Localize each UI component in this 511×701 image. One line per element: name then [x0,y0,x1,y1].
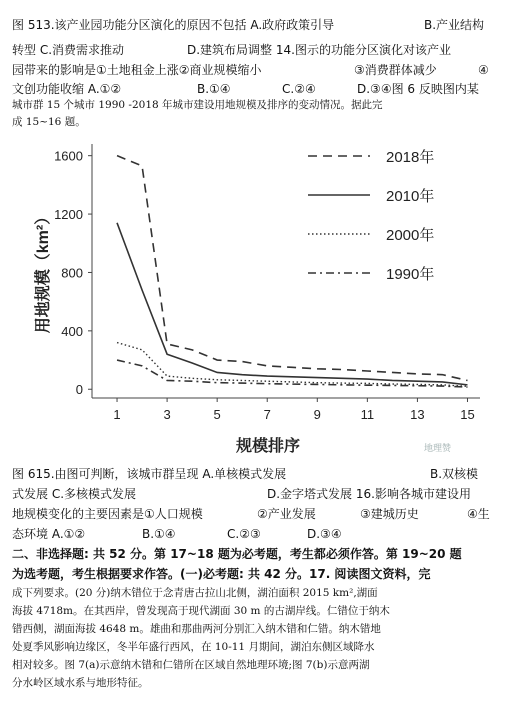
watermark: 地理赞 [424,444,452,454]
text-fragment: D.建筑布局调整 14.图示的功能分区演化对该产业 [187,43,451,57]
question-15-text [12,467,501,481]
text-fragment: 式发展 C.多核模式发展 [12,487,137,501]
question-17-text: 处夏季风影响边缘区，冬半年盛行西风，在 10-11 月期间，湖泊东侧区域降水 [12,641,375,653]
question-16-options [12,527,501,541]
x-tick-label: 15 [460,407,475,422]
text-fragment: ③建城历史 [360,507,419,521]
y-tick-label: 0 [75,382,83,398]
text-fragment: 转型 C.消费需求推动 [12,43,125,57]
y-tick-label: 1200 [54,207,83,223]
x-axis-title: 规模排序 [235,438,301,455]
figure-6-caption: 成 15~16 题。 [12,116,86,128]
text-fragment: 图 615.由图可判断，该城市群呈现 A.单核模式发展 [12,467,287,481]
question-17-text: 错西侧，湖面海拔 4648 m。雄曲和那曲两河分别汇入纳木错和仁错。纳木错地 [12,623,381,635]
text-fragment: D.金字塔式发展 16.影响各城市建设用 [267,487,471,501]
section-heading: 二、非选择题: 共 52 分。第 17~18 题为必考题，考生都必须作答。第 19~20 题 [12,547,462,561]
land-scale-line-chart [20,134,495,460]
legend-label: 1990年 [386,266,435,283]
text-fragment: ④ [478,63,489,77]
question-14-text [12,63,501,77]
text-fragment: ③消费群体减少 [354,63,437,77]
text-fragment: B.产业结构 [424,18,485,32]
text-fragment: ②产业发展 [257,507,316,521]
legend-label: 2018年 [386,149,435,166]
text-fragment: 文创功能收缩 A.①② [12,82,122,96]
text-fragment: 园带来的影响是①土地租金上涨②商业规模缩小 [12,63,262,77]
question-16-text [12,507,501,521]
x-tick-label: 7 [263,407,271,422]
question-17-text: 海拔 4718m。在其西岸，曾发现高于现代湖面 30 m 的古湖岸线。仁错位于纳木 [12,605,390,617]
question-15-options [12,487,501,501]
question-14-options [12,82,501,96]
series-line-2000年 [117,343,467,387]
text-fragment: ④生 [467,507,490,521]
question-13-text [12,18,501,32]
question-17-text: 分水岭区域水系与地形特征。 [12,677,149,689]
x-tick-label: 13 [410,407,425,422]
question-17-text: 成下列要求。(20 分)纳木错位于念青唐古拉山北侧，湖泊面积 2015 km²,湖面 [12,587,378,599]
x-tick-label: 5 [213,407,221,422]
text-fragment: C.②④ [282,82,316,96]
text-fragment: B.①④ [142,527,176,541]
x-tick-label: 1 [113,407,121,422]
text-fragment: C.②③ [227,527,261,541]
y-axis-title: 用地规模（km²） [35,208,52,334]
legend-label: 2010年 [386,188,435,205]
text-fragment: 图 513.该产业园功能分区演化的原因不包括 A.政府政策引导 [12,18,335,32]
text-fragment: 地规模变化的主要因素是①人口规模 [12,507,203,521]
x-tick-label: 9 [313,407,321,422]
text-fragment: B.双核模 [430,467,479,481]
legend-label: 2000年 [386,227,435,244]
x-tick-label: 11 [360,407,375,422]
figure-6-caption: 城市群 15 个城市 1990 -2018 年城市建设用地规模及排序的变动情况。据此完 [12,99,383,111]
section-heading: 为选考题，考生根据要求作答。(一)必考题: 共 42 分。17. 阅读图文资料，完 [12,567,431,581]
x-tick-label: 3 [163,407,171,422]
question-13-text [12,43,501,57]
series-line-2010年 [117,223,467,385]
text-fragment: B.①④ [197,82,231,96]
y-tick-label: 1600 [54,148,83,164]
text-fragment: 态环境 A.①② [12,527,86,541]
text-fragment: D.③④ [307,527,342,541]
question-17-text: 相对较多。图 7(a)示意纳木错和仁错所在区域自然地理环境;图 7(b)示意两湖 [12,659,370,671]
y-tick-label: 800 [61,265,83,281]
y-tick-label: 400 [61,323,83,339]
text-fragment: D.③④图 6 反映图内某 [357,82,479,96]
